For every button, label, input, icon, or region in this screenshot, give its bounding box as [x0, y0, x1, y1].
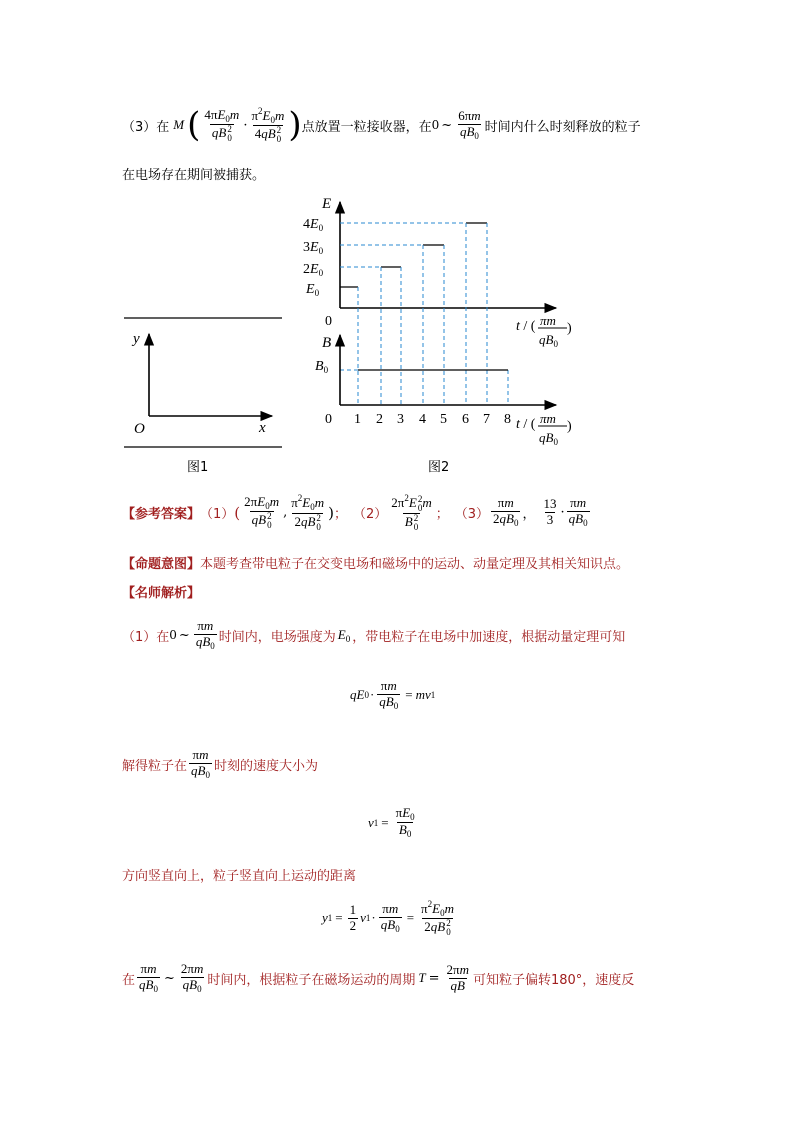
answer-3-b-coef: $\frac{13}{3}$ [543, 496, 557, 527]
t-tick-0: 0 [325, 412, 332, 427]
analysis-step-3 [122, 865, 356, 884]
point-m: M [173, 117, 185, 133]
fig1-x-label: x [259, 420, 266, 436]
t-tick-3: 3 [397, 412, 404, 427]
t-tick-2: 2 [376, 412, 383, 427]
s4-text: 时间内，根据粒子在磁场运动的周期 [207, 972, 416, 988]
s2-prefix: 解得粒子在 [122, 758, 188, 774]
t-tick-8: 8 [504, 412, 511, 427]
s4-interval-start: $\frac{\pi m}{qB_0}$ [139, 961, 158, 994]
answer-part-2: （2） [353, 507, 388, 522]
answer-3-a: $\frac{\pi m}{2qB_0}$ [493, 495, 519, 529]
coord-x-fraction: $4\pi E_0m$ qB 2 0 [204, 106, 240, 143]
answer-part-1: （1） [200, 507, 235, 522]
s1-interval: $\frac{\pi m}{qB_0}$ [195, 618, 215, 651]
figure-2-caption: 图2 [428, 460, 450, 475]
s2-text: 时刻的速度大小为 [213, 758, 318, 774]
b-axis-label: B [322, 335, 332, 351]
svg-text:): ) [567, 321, 572, 336]
svg-text:πm: πm [540, 411, 556, 426]
analysis-tag: 【名师解析】 [122, 586, 201, 601]
s1-prefix: （1）在 [122, 629, 170, 645]
figure-2-e-graph [303, 196, 572, 405]
analysis-header [122, 582, 200, 601]
answer-2: $2\pi^2E$ 2 0 m B 2 0 [391, 493, 432, 533]
t-axis-label-e: t / ( [516, 319, 536, 334]
e-level-3: $3E_0$ [303, 240, 324, 256]
intent-tag: 【命题意图】 [122, 557, 201, 572]
figure-diagram [0, 190, 794, 490]
e-level-2: $2E_0$ [303, 262, 324, 278]
answer-1-y: $\pi^2E_0m$ 2qB 2 0 [291, 493, 325, 532]
figure-1 [124, 318, 282, 447]
svg-text:qB0: $qB_0$ [539, 332, 558, 349]
answer-3-b: $\frac{\pi m}{qB_0}$ [568, 495, 588, 529]
t-axis-label-b: t / ( [516, 417, 536, 432]
answer-sep-1: ； [334, 507, 348, 522]
figure-1-caption: 图1 [187, 460, 209, 475]
t-tick-7: 7 [483, 412, 490, 427]
s4-interval-end: $\frac{2\pi m}{qB_0}$ [180, 961, 204, 994]
question-3-label: （3）在 [122, 119, 170, 135]
s4-prefix: 在 [122, 972, 136, 988]
svg-text:πm: πm [540, 313, 556, 328]
answer-1-x: $2\pi E_0m$ qB 2 0 [244, 493, 280, 531]
b-level-label: $B_0$ [315, 359, 329, 375]
period-formula: $\frac{2\pi m}{qB}$ [446, 961, 469, 993]
question-3-end: 时间内什么时刻释放的粒子 [484, 119, 641, 135]
s1-text: 时间内，电场强度为 [218, 629, 336, 645]
t-tick-4: 4 [419, 412, 426, 427]
intent-text: 本题考查带电粒子在交变电场和磁场中的运动、动量定理及其相关知识点。 [200, 557, 630, 572]
t-tick-5: 5 [440, 412, 447, 427]
answer-tag: 【参考答案】 [122, 507, 201, 522]
t-tick-6: 6 [462, 412, 469, 427]
answer-sep-2: ； [435, 507, 449, 522]
s3-text: 方向竖直向上，粒子竖直向上运动的距离 [122, 869, 357, 884]
analysis-step-1: （1）在 0 ~ $\frac{\pi m}{qB_0}$ 时间内，电场强度为 $E_0$ ，带电粒子在电场中加速度，根据动量定理可知 [122, 618, 626, 651]
fig1-origin-label: O [134, 421, 145, 437]
e-zero-label: 0 [325, 314, 332, 329]
e-level-4: $4E_0$ [303, 217, 324, 233]
analysis-step-4: 在 $\frac{\pi m}{qB_0}$ ~ $\frac{2\pi m}{qB_0}$ 时间内，根据粒子在磁场运动的周期 T = $\frac{2\pi m}{qB}$ 可知粒子偏转180°，速度反 [122, 961, 635, 994]
fig1-y-label: y [133, 331, 140, 347]
e-level-1: $E_0$ [306, 282, 320, 298]
question-3-line2-text: 在电场存在期间被捕获。 [122, 168, 266, 183]
answer-part-3: （3） [454, 507, 490, 522]
analysis-step-2 [122, 748, 318, 780]
svg-text:): ) [567, 419, 572, 434]
tilde: ~ [441, 117, 453, 133]
range-end-fraction: $\frac{6\pi m}{qB_0}$ [458, 108, 481, 141]
s1-text2: ，带电粒子在电场中加速度，根据动量定理可知 [352, 629, 626, 645]
equation-momentum: qE 0 · $\frac{\pi m}{qB_0}$ = mv 1 [350, 678, 436, 711]
s2-time: $\frac{\pi m}{qB_0}$ [191, 747, 210, 780]
reference-answer: 【参考答案】 （1） ( $2\pi E_0m$ qB 2 0 , $\pi^2E_0m$ 2qB 2 0 ) ； （2） $2\pi^2E$ 2 0 m B 2 0 ； （3） $\frac{\pi m}{2qB_0}$ ， $\frac{13}{3}$ · $\frac{\pi m}{qB_0}$ [122, 493, 588, 533]
t-ticks [325, 412, 511, 427]
svg-text:qB0: $qB_0$ [539, 430, 558, 447]
s4-text2: 可知粒子偏转180°，速度反 [472, 972, 635, 988]
equation-velocity: v 1 = $\frac{\pi E_0}{B_0}$ [368, 805, 415, 840]
question-3-mid: 点放置一粒接收器，在 [301, 119, 432, 135]
coord-y-fraction: $\pi^2E_0m$ 4qB 2 0 [251, 106, 285, 145]
question-3-line2 [122, 164, 265, 183]
intent-line [122, 553, 629, 572]
t-tick-1: 1 [354, 412, 361, 427]
equation-distance: y 1 = $\frac{1}{2}$ v 1 · $\frac{\pi m}{qB_0}$ = $\pi^2E_0m$ 2qB 2 0 [322, 899, 454, 938]
e-axis-label: E [322, 196, 332, 212]
answer-sep-3: ， [522, 507, 536, 522]
range-start: 0 [431, 118, 440, 133]
question-3-line1: （3）在 M ( $4\pi E_0m$ qB 2 0 · $\pi^2E_0m$ 4qB 2 0 ) 点放置一粒接收器，在 0 ~ $\frac{6\pi m}{qB_0}$ 时间内什么时刻释放的粒子 [122, 105, 641, 146]
